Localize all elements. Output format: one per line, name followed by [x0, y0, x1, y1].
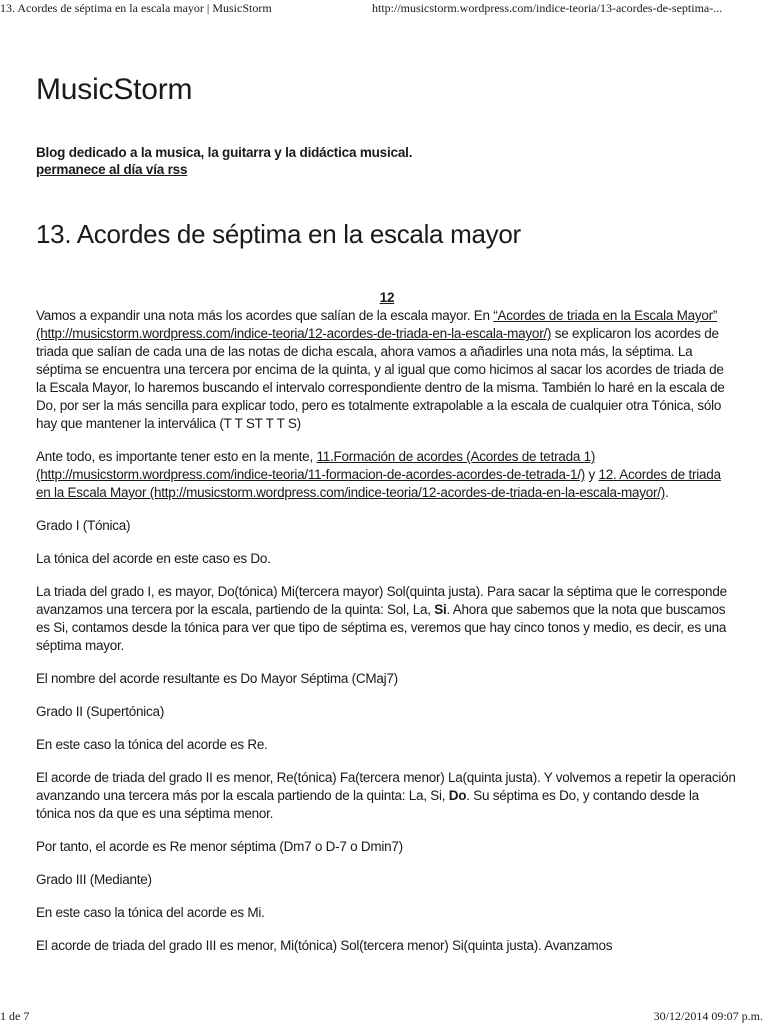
grado1-heading: Grado I (Tónica) — [36, 518, 131, 533]
link-formacion-acordes[interactable]: 11.Formación de acordes (Acordes de tetrada 1) (http://musicstorm.wordpress.com/indice-teoria/11-formacion-de-acordes-acordes-de-tetrada-1/) — [36, 449, 596, 482]
intro-paragraph: Vamos a expandir una nota más los acordes que salían de la escala mayor. En “Acordes de triada en la Escala Mayor” (http://musicstorm.wordpress.com/indice-teoria/12-acordes-de-triada-en-la-escala-mayor/) se explicaron los acordes de triada que salían de cada una de las notas de dicha escala, ahora vamos a añadirles una nota más, la séptima. La séptima se encuentra una tercera por encima de la quinta, y al igual que como hicimos al sacar los acordes de triada de la Escala Mayor, lo haremos buscando el intervalo correspondiente dentro de la misma. También lo haré en la escala de Do, por ser la más sencilla para explicar todo, pero es totalmente extrapolable a la escala de cualquier otra Tónica, sólo hay que mantener la interválica (T T ST T T S) — [36, 308, 725, 431]
grado3-explanation: El acorde de triada del grado III es menor, Mi(tónica) Sol(tercera menor) Si(quinta justa). Avanzamos — [36, 938, 613, 953]
print-footer — [0, 1008, 768, 1024]
rss-link[interactable]: permanece al día vía rss — [36, 162, 188, 177]
print-page-title: 13. Acordes de séptima en la escala mayor | MusicStorm — [0, 1, 272, 15]
print-datetime: 30/12/2014 09:07 p.m. — [653, 1009, 763, 1023]
post-title: 13. Acordes de séptima en la escala mayor — [36, 219, 521, 249]
grado2-heading: Grado II (Supertónica) — [36, 704, 165, 719]
bold-note: Do — [448, 788, 467, 803]
post-number-link-row — [36, 289, 736, 307]
prereq-paragraph: Ante todo, es importante tener esto en la mente, 11.Formación de acordes (Acordes de tetrada 1) (http://musicstorm.wordpress.com/indice-teoria/11-formacion-de-acordes-acordes-de-tetrada-1/) y 12. Acordes de triada en la Escala Mayor (http://musicstorm.wordpress.com/indice-teoria/12-acordes-de-triada-en-la-escala-mayor/). — [36, 449, 721, 500]
grado3-heading: Grado III (Mediante) — [36, 872, 152, 887]
site-description: Blog dedicado a la musica, la guitarra y la didáctica musical. — [36, 145, 413, 160]
grado1-result: El nombre del acorde resultante es Do Mayor Séptima (CMaj7) — [36, 671, 398, 686]
link-acordes-triada[interactable]: “Acordes de triada en la Escala Mayor” (http://musicstorm.wordpress.com/indice-teoria/12-acordes-de-triada-en-la-escala-mayor/) — [36, 308, 718, 341]
grado2-result: Por tanto, el acorde es Re menor séptima (Dm7 o D-7 o Dmin7) — [36, 839, 403, 854]
print-header — [0, 0, 768, 16]
link-triada-escala-mayor[interactable]: 12. Acordes de triada en la Escala Mayor (http://musicstorm.wordpress.com/indice-teoria/12-acordes-de-triada-en-la-escala-mayor/) — [36, 467, 721, 500]
grado1-tonica: La tónica del acorde en este caso es Do. — [36, 551, 271, 566]
grado2-tonica: En este caso la tónica del acorde es Re. — [36, 737, 268, 752]
bold-note: Si — [434, 602, 447, 617]
site-description-block — [36, 144, 412, 178]
grado1-explanation: La triada del grado I, es mayor, Do(tónica) Mi(tercera mayor) Sol(quinta justa). Para sacar la séptima que le corresponde avanzamos una tercera por la escala, partiendo de la quinta: Sol, La, Si. Ahora que sabemos que la nota que buscamos es Si, contamos desde la tónica para ver que tipo de séptima es, veremos que hay cinco tonos y medio, es decir, es una séptima mayor. — [36, 584, 727, 653]
post-content — [36, 289, 736, 970]
grado2-explanation: El acorde de triada del grado II es menor, Re(tónica) Fa(tercera menor) La(quinta justa). Y volvemos a repetir la operación avanzando una tercera más por la escala partiendo de la quinta: La, Si, Do. Su séptima es Do, y contando desde la tónica nos da que es una séptima menor. — [36, 770, 736, 821]
grado3-tonica: En este caso la tónica del acorde es Mi. — [36, 905, 265, 920]
page-count: 1 de 7 — [0, 1009, 30, 1023]
print-url: http://musicstorm.wordpress.com/indice-teoria/13-acordes-de-septima-... — [372, 1, 723, 15]
site-title[interactable]: MusicStorm — [36, 73, 193, 106]
post-number-link[interactable]: 12 — [379, 290, 395, 305]
